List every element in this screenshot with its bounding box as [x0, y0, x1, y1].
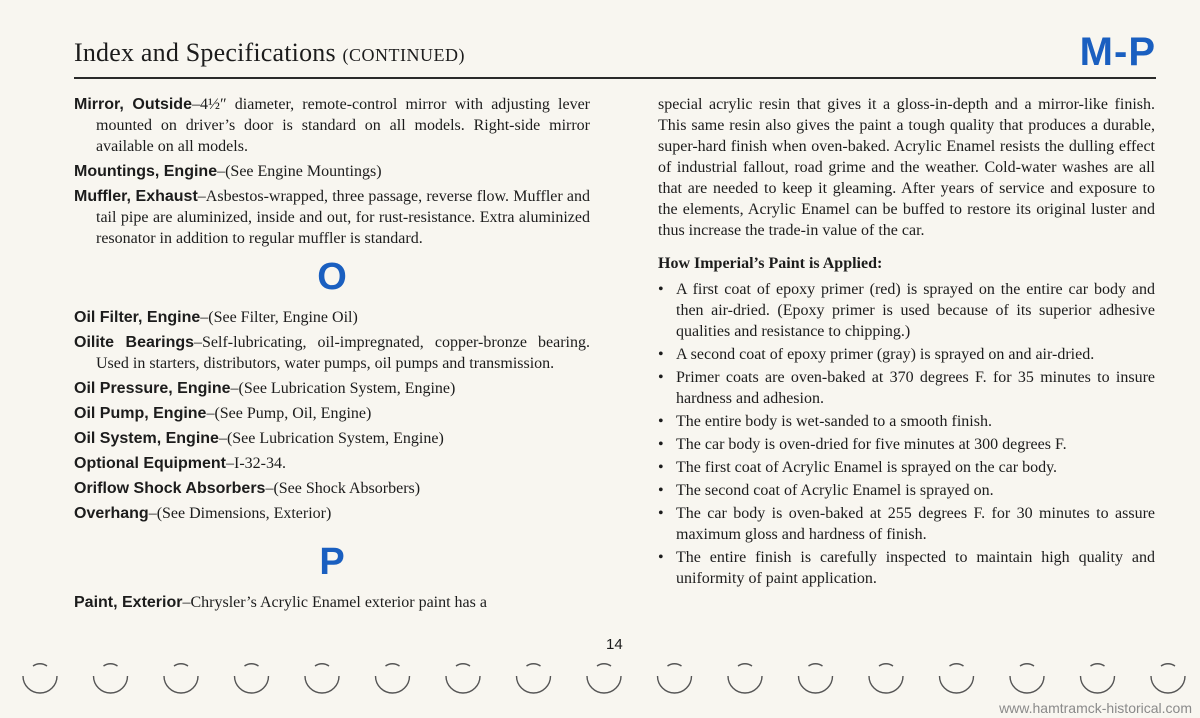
binding-hole — [587, 676, 621, 693]
entry-term: Oil System, Engine — [74, 430, 219, 447]
binding-hole — [164, 676, 198, 693]
binding-holes — [18, 662, 1188, 702]
page-title — [74, 38, 465, 68]
binding-hole-top — [1020, 664, 1034, 666]
entry-text: –Chrysler’s Acrylic Enamel exterior paint has a — [182, 594, 487, 611]
entry-text: –4½″ diameter, remote-control mirror with adjusting lever mounted on driver’s door is standard on all models. Right-side mirror available on all models. — [96, 96, 590, 155]
paint-steps-list — [658, 279, 1155, 589]
binding-hole-top — [33, 664, 47, 666]
page-title-text: Index and Specifications — [74, 38, 336, 67]
binding-hole-top — [668, 664, 682, 666]
index-entry — [74, 478, 590, 499]
entry-term: Paint, Exterior — [74, 594, 183, 611]
entry-text: –(See Lubrication System, Engine) — [218, 430, 444, 447]
index-entry — [74, 592, 590, 613]
entry-text: –(See Engine Mountings) — [217, 163, 382, 180]
bullet-icon: • — [658, 281, 664, 298]
index-entry — [74, 428, 590, 449]
index-entry — [74, 94, 590, 157]
entry-term: Mountings, Engine — [74, 163, 218, 180]
binding-hole — [94, 676, 128, 693]
index-entry — [74, 161, 590, 182]
entry-text: –(See Filter, Engine Oil) — [200, 309, 358, 326]
index-entry — [74, 186, 590, 249]
entry-term: Oil Pressure, Engine — [74, 380, 231, 397]
page-number: 14 — [606, 636, 623, 653]
section-letter-p: P — [319, 541, 345, 583]
entry-text: –Asbestos-wrapped, three passage, reverse flow. Muffler and tail pipe are aluminized, inside and out, for rust-resistance. Extra aluminized resonator in addition to regular muffler is standard. — [96, 188, 591, 247]
entry-text: –(See Dimensions, Exterior) — [148, 505, 332, 522]
list-item-text: The entire finish is carefully inspected to maintain high quality and uniformity of paint application. — [676, 549, 1155, 587]
binding-hole-top — [879, 664, 893, 666]
index-entry — [74, 332, 590, 374]
page-header — [74, 28, 1156, 74]
binding-hole-top — [597, 664, 611, 666]
binding-hole — [658, 676, 692, 693]
binding-hole-top — [174, 664, 188, 666]
binding-hole — [305, 676, 339, 693]
entry-text: –I-32-34. — [226, 455, 286, 472]
list-item-text: The first coat of Acrylic Enamel is sprayed on the car body. — [676, 459, 1058, 476]
index-entry — [74, 378, 590, 399]
binding-hole-top — [386, 664, 400, 666]
entry-term: Oriflow Shock Absorbers — [74, 480, 266, 497]
list-item — [658, 503, 1155, 545]
entry-text: –(See Pump, Oil, Engine) — [206, 405, 372, 422]
list-item — [658, 411, 1155, 432]
list-item — [658, 367, 1155, 409]
binding-hole-top — [456, 664, 470, 666]
binding-hole — [446, 676, 480, 693]
list-item — [658, 480, 1155, 501]
binding-hole-top — [809, 664, 823, 666]
binding-hole — [23, 676, 57, 693]
bullet-icon: • — [658, 549, 664, 566]
binding-hole — [1010, 676, 1044, 693]
bullet-icon: • — [658, 413, 664, 430]
list-item-text: The entire body is wet-sanded to a smooth finish. — [676, 413, 992, 430]
binding-hole-top — [738, 664, 752, 666]
list-item-text: The second coat of Acrylic Enamel is sprayed on. — [676, 482, 994, 499]
bullet-icon: • — [658, 505, 664, 522]
watermark: www.hamtramck-historical.com — [999, 700, 1192, 716]
list-item-text: The car body is oven-dried for five minutes at 300 degrees F. — [676, 436, 1067, 453]
binding-hole — [799, 676, 833, 693]
entry-text: –Self-lubricating, oil-impregnated, copper-bronze bearing. Used in starters, distributors, water pumps, oil pumps and transmission. — [96, 334, 590, 372]
list-item-text: A second coat of epoxy primer (gray) is sprayed on and air-dried. — [676, 346, 1095, 363]
right-column — [658, 94, 1155, 591]
entry-term: Oil Filter, Engine — [74, 309, 201, 326]
header-rule — [74, 77, 1156, 79]
list-item-text: Primer coats are oven-baked at 370 degrees F. for 35 minutes to insure hardness and adhesion. — [676, 369, 1155, 407]
binding-hole-top — [245, 664, 259, 666]
list-item — [658, 344, 1155, 365]
left-column — [74, 94, 590, 617]
binding-hole-top — [527, 664, 541, 666]
continued-label: (CONTINUED) — [342, 45, 466, 65]
binding-hole — [1151, 676, 1185, 693]
binding-hole-top — [104, 664, 118, 666]
list-item-text: A first coat of epoxy primer (red) is sprayed on the entire car body and then air-dried. (Epoxy primer is used because of its superior adhesive qualities and resistance to chipping.) — [676, 281, 1155, 340]
binding-hole-top — [1161, 664, 1175, 666]
binding-hole — [728, 676, 762, 693]
entry-term: Optional Equipment — [74, 455, 226, 472]
index-entry — [74, 403, 590, 424]
binding-hole-top — [950, 664, 964, 666]
entries-o — [74, 307, 590, 524]
index-entry — [74, 453, 590, 474]
section-code: M-P — [1079, 30, 1156, 74]
entry-term: Mirror, Outside — [74, 96, 192, 113]
list-item — [658, 279, 1155, 342]
bullet-icon: • — [658, 346, 664, 363]
entry-term: Muffler, Exhaust — [74, 188, 198, 205]
binding-hole — [1081, 676, 1115, 693]
binding-hole-top — [315, 664, 329, 666]
entry-term: Oil Pump, Engine — [74, 405, 207, 422]
bullet-icon: • — [658, 459, 664, 476]
binding-hole — [940, 676, 974, 693]
binding-hole — [869, 676, 903, 693]
index-entry — [74, 307, 590, 328]
entry-text: –(See Shock Absorbers) — [265, 480, 421, 497]
binding-hole — [235, 676, 269, 693]
entry-term: Oilite Bearings — [74, 334, 195, 351]
entries-p — [74, 592, 590, 613]
list-item — [658, 457, 1155, 478]
bullet-icon: • — [658, 369, 664, 386]
paint-description: special acrylic resin that gives it a gloss-in-depth and a mirror-like finish. This same resin also gives the paint a tough quality that produces a durable, super-hard finish when oven-baked. Acrylic Enamel resists the dulling effect of industrial fallout, road grime and the weather. Cold-water washes are all that are needed to keep it gleaming. After years of service and exposure to the elements, Acrylic Enamel can be buffed to restore its original luster and thus increase the trade-in value of the car. — [658, 96, 1155, 239]
entries-m — [74, 94, 590, 249]
paint-subheading: How Imperial’s Paint is Applied: — [658, 255, 883, 272]
list-item — [658, 547, 1155, 589]
binding-hole — [376, 676, 410, 693]
section-letter-o: O — [317, 256, 347, 298]
list-item-text: The car body is oven-baked at 255 degrees F. for 30 minutes to assure maximum gloss and hardness of finish. — [676, 505, 1155, 543]
binding-hole — [517, 676, 551, 693]
index-entry — [74, 503, 590, 524]
bullet-icon: • — [658, 482, 664, 499]
entry-text: –(See Lubrication System, Engine) — [230, 380, 456, 397]
list-item — [658, 434, 1155, 455]
binding-hole-top — [1091, 664, 1105, 666]
entry-term: Overhang — [74, 505, 149, 522]
bullet-icon: • — [658, 436, 664, 453]
